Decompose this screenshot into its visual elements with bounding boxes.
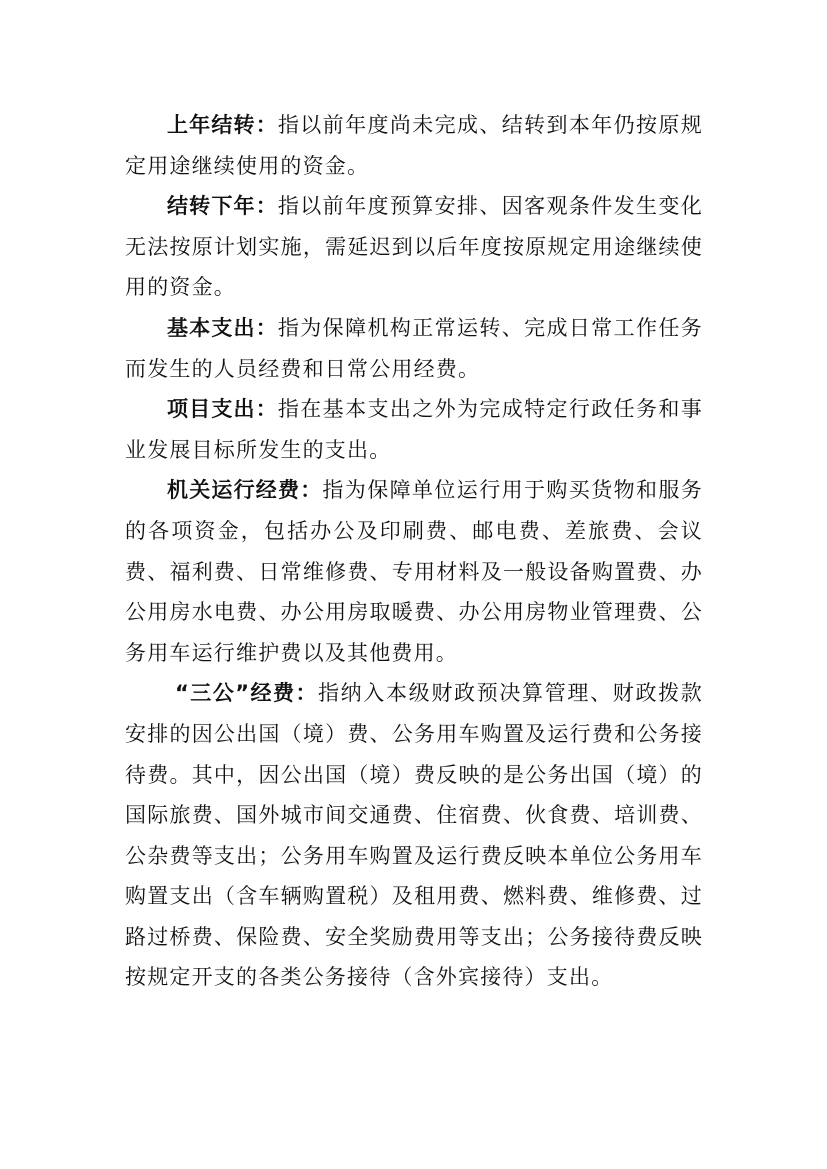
paragraph-operating-funds: [125, 470, 703, 673]
term-label: 基本支出：: [167, 315, 278, 340]
paragraph-three-public-expenses: [125, 673, 703, 998]
term-label: 结转下年：: [167, 194, 278, 219]
paragraph-carryover-from-last-year: [125, 105, 703, 186]
term-label: 机关运行经费：: [167, 478, 323, 503]
term-definition: 指为保障单位运行用于购买货物和服务的各项资金，包括办公及印刷费、邮电费、差旅费、会议费、福利费、日常维修费、专用材料及一般设备购置费、办公用房水电费、办公用房取暖费、办公用房物业管理费、公务用车运行维护费以及其他费用。: [125, 478, 704, 665]
paragraph-basic-expenditure: [125, 308, 703, 389]
term-definition: 指纳入本级财政预决算管理、财政拨款安排的因公出国（境）费、公务用车购置及运行费和公务接待费。其中，因公出国（境）费反映的是公务出国（境）的国际旅费、国外城市间交通费、住宿费、伙食费、培训费、公杂费等支出；公务用车购置及运行费反映本单位公务用车购置支出（含车辆购置税）及租用费、燃料费、维修费、过路过桥费、保险费、安全奖励费用等支出；公务接待费反映按规定开支的各类公务接待（含外宾接待）支出。: [125, 681, 703, 990]
term-label: “三公”经费：: [175, 681, 318, 706]
term-definition: 指为保障机构正常运转、完成日常工作任务而发生的人员经费和日常公用经费。: [125, 315, 703, 381]
term-label: 项目支出：: [167, 397, 278, 422]
term-definition: 指在基本支出之外为完成特定行政任务和事业发展目标所发生的支出。: [125, 397, 703, 462]
term-definition: 指以前年度尚未完成、结转到本年仍按原规定用途继续使用的资金。: [125, 113, 703, 178]
document-page: [125, 105, 703, 998]
term-definition: 指以前年度预算安排、因客观条件发生变化无法按原计划实施，需延迟到以后年度按原规定用途继续使用的资金。: [125, 194, 703, 300]
paragraph-carryover-to-next-year: [125, 186, 703, 308]
paragraph-project-expenditure: [125, 389, 703, 470]
term-label: 上年结转：: [167, 113, 278, 137]
